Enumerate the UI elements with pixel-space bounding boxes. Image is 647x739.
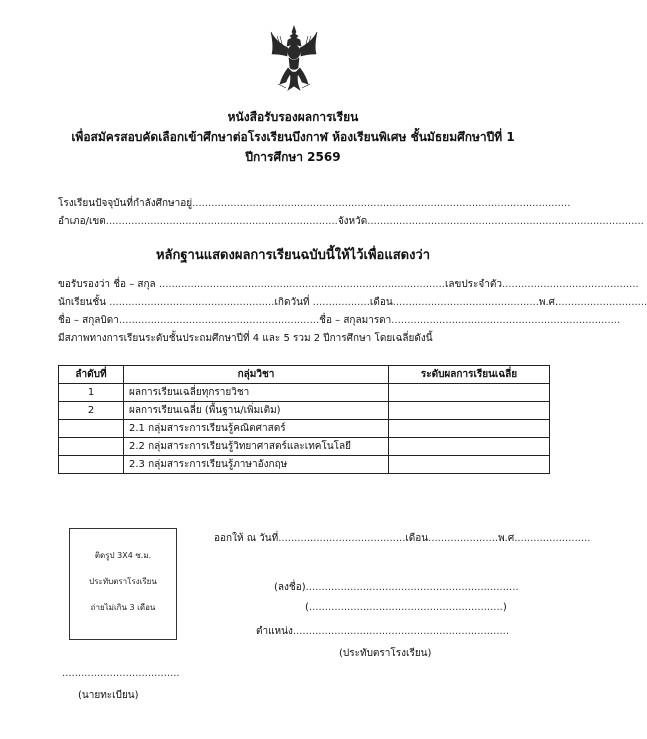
signature-field[interactable]: ...................................................................: [305, 582, 519, 593]
sign-label: (ลงชื่อ): [274, 582, 306, 593]
student-name-line: [58, 277, 639, 292]
row-subject: ผลการเรียนเฉลี่ยทุกรายวิชา: [124, 384, 389, 402]
open-paren: (: [305, 602, 309, 613]
birth-day-field[interactable]: ..................: [309, 297, 370, 308]
district-field[interactable]: .........................................................................: [105, 216, 338, 227]
current-school-line: [58, 196, 571, 211]
issue-year-label: พ.ศ.: [498, 533, 518, 544]
row-grade-cell[interactable]: [389, 420, 550, 438]
registrar-signature-field[interactable]: .....................................: [62, 668, 180, 679]
birth-month-field[interactable]: ..............................................: [392, 297, 539, 308]
table-row: [59, 438, 550, 456]
district-province-line: [58, 214, 644, 229]
row-number: [59, 438, 124, 456]
garuda-emblem-icon: [268, 24, 320, 94]
current-school-field[interactable]: .......................................................................................................................: [192, 198, 571, 209]
row-subject: 2.2 กลุ่มสาระการเรียนรู้วิทยาศาสตร์และเทคโนโลยี: [124, 438, 389, 456]
birth-month-label: เดือน: [369, 297, 393, 308]
issue-month-label: เดือน: [405, 533, 429, 544]
title-line-1: หนังสือรับรองผลการเรียน: [227, 110, 359, 124]
photo-age-note: ถ่ายไม่เกิน 3 เดือน: [90, 603, 156, 612]
issue-day-field[interactable]: ........................................: [278, 533, 406, 544]
row-grade-cell[interactable]: [389, 456, 550, 474]
photo-stamp-note: ประทับตราโรงเรียน: [89, 577, 157, 586]
table-row: [59, 456, 550, 474]
title-line-2: เพื่อสมัครสอบคัดเลือกเข้าศึกษาต่อโรงเรียนบึงกาฬ ห้องเรียนพิเศษ ชั้นมัธยมศึกษาปีที่ 1: [71, 130, 515, 144]
birth-year-field[interactable]: ............................: [558, 297, 647, 308]
student-id-label: เลขประจำตัว: [444, 279, 502, 290]
student-class-birth-line: [58, 295, 647, 310]
student-id-field[interactable]: ...........................................: [502, 279, 639, 290]
class-field[interactable]: ....................................................: [106, 297, 275, 308]
col-header-grade: ระดับผลการเรียนเฉลี่ย: [389, 366, 550, 384]
academic-status-text: มีสภาพทางการเรียนระดับชั้นประถมศึกษาปีที่ 4 และ 5 รวม 2 ปีการศึกษา โดยเฉลี่ยดังนี้: [58, 333, 433, 344]
school-stamp-label: (ประทับตราโรงเรียน): [339, 648, 432, 659]
row-number: 1: [59, 384, 124, 402]
row-grade-cell[interactable]: [389, 402, 550, 420]
birth-day-label: เกิดวันที่: [274, 297, 310, 308]
current-school-label: โรงเรียนปัจจุบันที่กำลังศึกษาอยู่: [58, 198, 193, 209]
evidence-subheading: หลักฐานแสดงผลการเรียนฉบับนี้ให้ไว้เพื่อแสดงว่า: [155, 248, 431, 263]
row-number: 2: [59, 402, 124, 420]
col-header-subject: กลุ่มวิชา: [124, 366, 389, 384]
position-label: ตำแหน่ง: [256, 626, 293, 637]
col-header-number: ลำดับที่: [59, 366, 124, 384]
row-number: [59, 456, 124, 474]
row-subject: ผลการเรียนเฉลี่ย (พื้นฐาน/เพิ่มเติม): [124, 402, 389, 420]
table-header-row: [59, 366, 550, 384]
issue-year-field[interactable]: .......................: [517, 533, 591, 544]
student-name-field[interactable]: ..........................................................................................: [155, 279, 445, 290]
row-subject: 2.3 กลุ่มสาระการเรียนรู้ภาษาอังกฤษ: [124, 456, 389, 474]
province-label: จังหวัด: [337, 216, 368, 227]
row-grade-cell[interactable]: [389, 438, 550, 456]
certify-name-label: ขอรับรองว่า ชื่อ – สกุล: [58, 279, 156, 290]
district-label: อำเภอ/เขต: [58, 216, 106, 227]
signer-name-field[interactable]: .............................................................: [308, 602, 503, 613]
close-paren: ): [502, 602, 507, 613]
issue-month-field[interactable]: ......................: [428, 533, 499, 544]
signature-line: [274, 580, 519, 595]
province-field[interactable]: .......................................................................................: [367, 216, 644, 227]
grades-table: [58, 365, 550, 474]
table-row: [59, 420, 550, 438]
father-name-field[interactable]: ...............................................................: [118, 315, 320, 326]
row-number: [59, 420, 124, 438]
position-line: [256, 624, 509, 639]
registrar-label: (นายทะเบียน): [78, 690, 139, 701]
birth-year-label: พ.ศ.: [538, 297, 559, 308]
parents-line: [58, 313, 621, 328]
row-grade-cell[interactable]: [389, 384, 550, 402]
row-subject: 2.1 กลุ่มสาระการเรียนรู้คณิตศาสตร์: [124, 420, 389, 438]
mother-name-label: ชื่อ – สกุลมารดา: [319, 315, 392, 326]
issue-date-label: ออกให้ ณ วันที่: [214, 533, 279, 544]
photo-placeholder-box[interactable]: [69, 528, 177, 640]
table-row: [59, 402, 550, 420]
father-name-label: ชื่อ – สกุลบิดา: [58, 315, 119, 326]
photo-size-note: ติดรูป 3X4 ซ.ม.: [94, 551, 152, 560]
position-field[interactable]: ....................................................................: [292, 626, 510, 637]
table-row: [59, 384, 550, 402]
signer-name-line: [305, 602, 507, 613]
issue-date-line: [214, 531, 591, 546]
title-line-3: ปีการศึกษา 2569: [245, 150, 341, 164]
mother-name-field[interactable]: ........................................................................: [391, 315, 621, 326]
class-label: นักเรียนชั้น: [58, 297, 106, 308]
